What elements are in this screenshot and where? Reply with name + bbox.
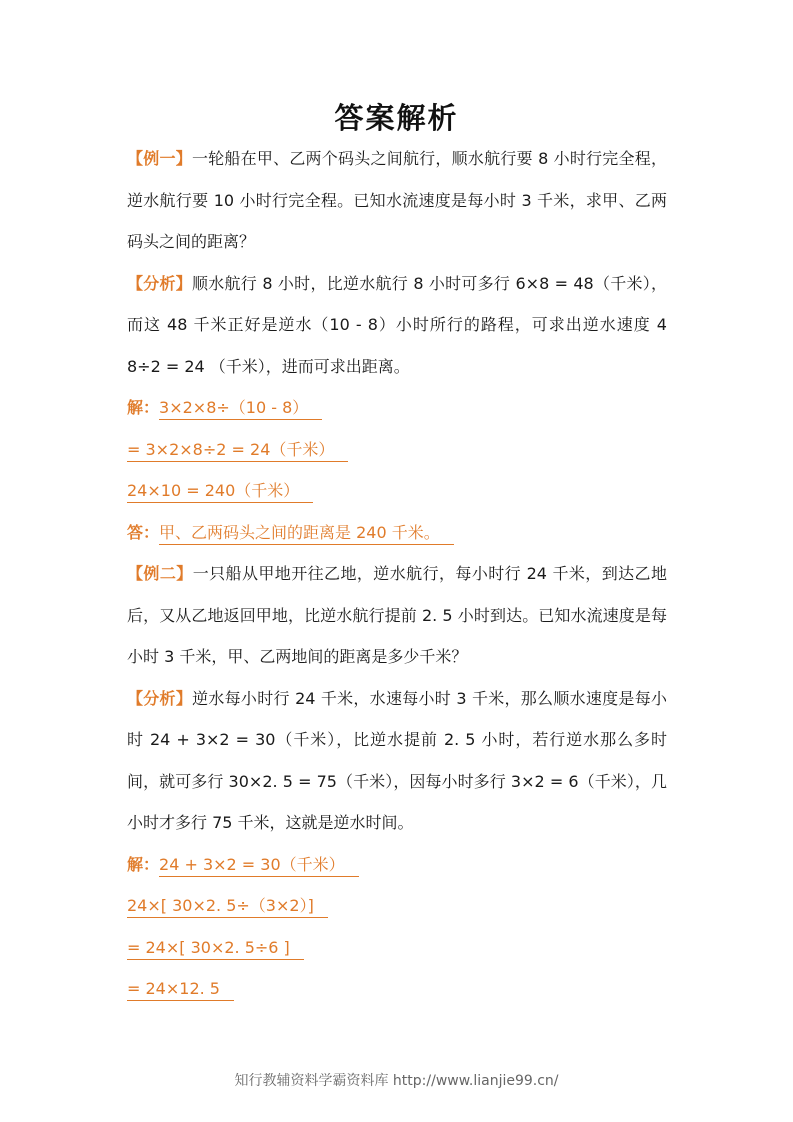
document-body [127,138,667,1010]
example2-question-text: 一只船从甲地开往乙地，逆水航行，每小时行 24 千米，到达乙地后，又从乙地返回甲地，比逆水航行提前 2. 5 小时到达。已知水流速度是每小时 3 千米，甲、乙两地间的距离是多少千米？ [127,564,667,666]
example2-analysis-tag: 【分析】 [127,688,193,708]
example2-question [127,553,667,678]
example1-solution-label: 解： [127,398,160,417]
example1-answer-text: 甲、乙两码头之间的距离是 240 千米。 [159,523,454,545]
example2-solution-line [127,844,667,886]
example2-solution-label: 解： [127,854,160,874]
example1-question-text: 一轮船在甲、乙两个码头之间航行，顺水航行要 8 小时行完全程，逆水航行要 10 小时行完全程。已知水流速度是每小时 3 千米，求甲、乙两码头之间的距离？ [127,149,667,251]
example1-solution-step-2: = 3×2×8÷2 = 24（千米） [127,440,348,462]
example2-solution-step-4: = 24×12. 5 [127,979,234,1001]
example1-answer-line [127,512,667,554]
example1-solution-line [127,429,667,471]
example2-solution-step-3: = 24×[ 30×2. 5÷6 ] [127,938,304,960]
example2-solution-line [127,968,667,1010]
example2-solution-step-1: 24 + 3×2 = 30（千米） [159,855,359,877]
example2-analysis [127,678,667,844]
example1-tag: 【例一】 [127,149,192,168]
example1-solution-line [127,470,667,512]
example1-question [127,138,667,263]
example1-solution-step-3: 24×10 = 240（千米） [127,481,313,503]
example1-solution-step-1: 3×2×8÷（10 - 8） [159,398,322,420]
example1-analysis [127,263,667,388]
example1-analysis-text: 顺水航行 8 小时，比逆水航行 8 小时可多行 6×8 = 48（千米），而这 48 千米正好是逆水（10 - 8）小时所行的路程，可求出逆水速度 4 8÷2 = 24 （千米），进而可求出距离。 [127,273,667,376]
example2-solution-line [127,885,667,927]
footer-watermark: 知行教辅资料学霸资料库 http://www.lianjie99.cn/ [234,1073,559,1089]
example2-solution-step-2: 24×[ 30×2. 5÷（3×2）] [127,896,328,918]
example2-analysis-text: 逆水每小时行 24 千米，水速每小时 3 千米，那么顺水速度是每小时 24 + 3×2 = 30（千米），比逆水提前 2. 5 小时，若行逆水那么多时间，就可多行 30×2. 5 = 75（千米），因每小时多行 3×2 = 6（千米），几小时才多行 75 千米，这就是逆水时间。 [127,688,667,832]
example1-answer-label: 答： [127,522,160,542]
example2-solution-line [127,927,667,969]
example2-tag: 【例二】 [127,564,193,583]
example1-analysis-tag: 【分析】 [127,273,193,293]
example1-solution-line [127,387,667,429]
page-title: 答案解析 [334,101,459,135]
